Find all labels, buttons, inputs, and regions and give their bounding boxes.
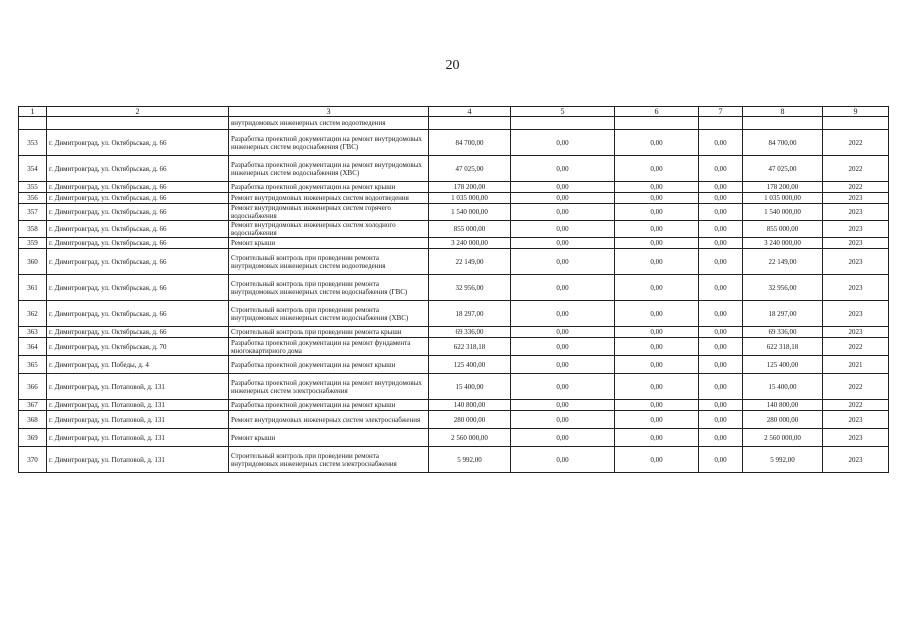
row-number: 367	[19, 400, 47, 411]
address: г. Димитровград, ул. Октябрьская, д. 66	[47, 193, 229, 204]
cost-column-5: 0,00	[511, 130, 615, 156]
planned-year: 2022	[823, 400, 889, 411]
row-number: 366	[19, 374, 47, 400]
row-number: 368	[19, 411, 47, 429]
cost-column-7: 0,00	[699, 327, 743, 338]
table-row	[19, 156, 889, 182]
total-cost: 1 035 000,00	[429, 193, 511, 204]
table-row	[19, 400, 889, 411]
cost-column-8: 22 149,00	[743, 249, 823, 275]
planned-year: 2022	[823, 156, 889, 182]
address: г. Димитровград, ул. Октябрьская, д. 66	[47, 238, 229, 249]
work-description: внутридомовых инженерных систем водоотведения	[229, 117, 429, 130]
cost-column-6: 0,00	[615, 238, 699, 249]
cost-column-6: 0,00	[615, 429, 699, 447]
total-cost: 5 992,00	[429, 447, 511, 473]
work-description: Ремонт внутридомовых инженерных систем холодного водоснабжения	[229, 221, 429, 238]
cost-column-6: 0,00	[615, 301, 699, 327]
cost-column-7: 0,00	[699, 400, 743, 411]
cost-column-5: 0,00	[511, 447, 615, 473]
work-description: Разработка проектной документации на ремонт внутридомовых инженерных систем водоснабжения (ГВС)	[229, 130, 429, 156]
address: г. Димитровград, ул. Октябрьская, д. 66	[47, 182, 229, 193]
row-number: 369	[19, 429, 47, 447]
table-row	[19, 221, 889, 238]
work-description: Строительный контроль при проведении ремонта внутридомовых инженерных систем водоотведения	[229, 249, 429, 275]
planned-year: 2022	[823, 130, 889, 156]
cost-column-5: 0,00	[511, 374, 615, 400]
cost-column-5: 0,00	[511, 400, 615, 411]
table-row	[19, 193, 889, 204]
work-description: Ремонт крыши	[229, 238, 429, 249]
total-cost: 178 200,00	[429, 182, 511, 193]
cost-column-6: 0,00	[615, 447, 699, 473]
total-cost: 15 400,00	[429, 374, 511, 400]
header-row	[19, 107, 889, 117]
cost-column-8: 178 200,00	[743, 182, 823, 193]
cost-column-6: 0,00	[615, 411, 699, 429]
table-row	[19, 429, 889, 447]
cost-column-8: 1 540 000,00	[743, 204, 823, 221]
cost-column-5: 0,00	[511, 238, 615, 249]
cost-column-5: 0,00	[511, 356, 615, 374]
column-header: 9	[823, 107, 889, 117]
cost-column-6: 0,00	[615, 204, 699, 221]
page-number: 20	[445, 58, 460, 73]
planned-year: 2021	[823, 356, 889, 374]
total-cost: 69 336,00	[429, 327, 511, 338]
cost-column-7: 0,00	[699, 429, 743, 447]
cost-column-8: 3 240 000,00	[743, 238, 823, 249]
address: г. Димитровград, ул. Потаповой, д. 131	[47, 374, 229, 400]
address: г. Димитровград, ул. Потаповой, д. 131	[47, 411, 229, 429]
column-header: 4	[429, 107, 511, 117]
table-row	[19, 338, 889, 356]
cost-column-5: 0,00	[511, 301, 615, 327]
column-header: 5	[511, 107, 615, 117]
continuation-row	[19, 117, 889, 130]
cost-column-5: 0,00	[511, 249, 615, 275]
table-row	[19, 249, 889, 275]
cost-column-8: 18 297,00	[743, 301, 823, 327]
cost-column-8: 855 000,00	[743, 221, 823, 238]
cost-column-6: 0,00	[615, 327, 699, 338]
cost-column-8: 15 400,00	[743, 374, 823, 400]
address: г. Димитровград, ул. Октябрьская, д. 66	[47, 221, 229, 238]
planned-year: 2022	[823, 182, 889, 193]
cost-column-5: 0,00	[511, 182, 615, 193]
cost-column-6: 0,00	[615, 221, 699, 238]
cost-column-5: 0,00	[511, 275, 615, 301]
address: г. Димитровград, ул. Потаповой, д. 131	[47, 429, 229, 447]
planned-year: 2023	[823, 249, 889, 275]
table-row	[19, 327, 889, 338]
cost-column-7: 0,00	[699, 374, 743, 400]
column-header: 6	[615, 107, 699, 117]
cost-column-8: 140 800,00	[743, 400, 823, 411]
planned-year: 2023	[823, 327, 889, 338]
work-description: Ремонт крыши	[229, 429, 429, 447]
cost-column-7: 0,00	[699, 411, 743, 429]
cost-column-7: 0,00	[699, 356, 743, 374]
cost-column-7: 0,00	[699, 156, 743, 182]
column-header: 3	[229, 107, 429, 117]
cost-column-6: 0,00	[615, 249, 699, 275]
address: г. Димитровград, ул. Октябрьская, д. 66	[47, 275, 229, 301]
cost-column-6: 0,00	[615, 400, 699, 411]
row-number: 360	[19, 249, 47, 275]
cost-column-8: 622 318,18	[743, 338, 823, 356]
cost-column-8: 5 992,00	[743, 447, 823, 473]
cost-column-7: 0,00	[699, 238, 743, 249]
cost-column-7: 0,00	[699, 193, 743, 204]
table-row	[19, 374, 889, 400]
total-cost: 140 800,00	[429, 400, 511, 411]
work-description: Ремонт внутридомовых инженерных систем электроснабжения	[229, 411, 429, 429]
address: г. Димитровград, ул. Октябрьская, д. 66	[47, 301, 229, 327]
row-number: 355	[19, 182, 47, 193]
cost-column-5: 0,00	[511, 338, 615, 356]
work-description: Строительный контроль при проведении ремонта внутридомовых инженерных систем электроснабжения	[229, 447, 429, 473]
cost-column-8: 84 700,00	[743, 130, 823, 156]
cost-column-5: 0,00	[511, 204, 615, 221]
planned-year: 2022	[823, 374, 889, 400]
table-row	[19, 411, 889, 429]
cost-column-6: 0,00	[615, 156, 699, 182]
planned-year: 2022	[823, 338, 889, 356]
cost-column-8: 1 035 000,00	[743, 193, 823, 204]
cost-column-7: 0,00	[699, 301, 743, 327]
planned-year: 2023	[823, 204, 889, 221]
cost-column-8: 280 000,00	[743, 411, 823, 429]
cost-column-5: 0,00	[511, 221, 615, 238]
column-header: 7	[699, 107, 743, 117]
cost-column-6: 0,00	[615, 374, 699, 400]
planned-year: 2023	[823, 411, 889, 429]
total-cost: 1 540 000,00	[429, 204, 511, 221]
cost-column-7: 0,00	[699, 338, 743, 356]
table-row	[19, 182, 889, 193]
total-cost: 855 000,00	[429, 221, 511, 238]
work-description: Ремонт внутридомовых инженерных систем водоотведения	[229, 193, 429, 204]
table-row	[19, 238, 889, 249]
column-header: 1	[19, 107, 47, 117]
row-number: 370	[19, 447, 47, 473]
work-description: Разработка проектной документации на ремонт крыши	[229, 400, 429, 411]
row-number: 361	[19, 275, 47, 301]
cost-column-5: 0,00	[511, 429, 615, 447]
address: г. Димитровград, ул. Октябрьская, д. 66	[47, 249, 229, 275]
planned-year: 2023	[823, 193, 889, 204]
work-description: Строительный контроль при проведении ремонта крыши	[229, 327, 429, 338]
address: г. Димитровград, ул. Победы, д. 4	[47, 356, 229, 374]
row-number: 363	[19, 327, 47, 338]
row-number: 356	[19, 193, 47, 204]
column-header: 8	[743, 107, 823, 117]
table-row	[19, 130, 889, 156]
cost-column-7: 0,00	[699, 249, 743, 275]
total-cost: 84 700,00	[429, 130, 511, 156]
row-number: 354	[19, 156, 47, 182]
cost-column-6: 0,00	[615, 356, 699, 374]
work-description: Разработка проектной документации на ремонт внутридомовых инженерных систем электроснабжения	[229, 374, 429, 400]
cost-column-5: 0,00	[511, 411, 615, 429]
cost-column-5: 0,00	[511, 193, 615, 204]
work-description: Строительный контроль при проведении ремонта внутридомовых инженерных систем водоснабжения (ХВС)	[229, 301, 429, 327]
table-row	[19, 356, 889, 374]
planned-year: 2023	[823, 301, 889, 327]
total-cost: 3 240 000,00	[429, 238, 511, 249]
planned-year: 2023	[823, 275, 889, 301]
planned-year: 2023	[823, 238, 889, 249]
cost-column-7: 0,00	[699, 447, 743, 473]
row-number: 357	[19, 204, 47, 221]
cost-column-6: 0,00	[615, 338, 699, 356]
work-description: Разработка проектной документации на ремонт внутридомовых инженерных систем водоснабжения (ХВС)	[229, 156, 429, 182]
total-cost: 280 000,00	[429, 411, 511, 429]
cost-column-5: 0,00	[511, 327, 615, 338]
cost-column-6: 0,00	[615, 130, 699, 156]
total-cost: 18 297,00	[429, 301, 511, 327]
total-cost: 22 149,00	[429, 249, 511, 275]
total-cost: 622 318,18	[429, 338, 511, 356]
total-cost: 32 956,00	[429, 275, 511, 301]
row-number: 362	[19, 301, 47, 327]
cost-column-8: 2 560 000,00	[743, 429, 823, 447]
planned-year: 2023	[823, 429, 889, 447]
total-cost: 2 560 000,00	[429, 429, 511, 447]
table-row	[19, 301, 889, 327]
cost-column-8: 125 400,00	[743, 356, 823, 374]
address: г. Димитровград, ул. Октябрьская, д. 66	[47, 156, 229, 182]
address: г. Димитровград, ул. Октябрьская, д. 66	[47, 130, 229, 156]
address: г. Димитровград, ул. Октябрьская, д. 66	[47, 327, 229, 338]
cost-column-6: 0,00	[615, 275, 699, 301]
cost-column-5: 0,00	[511, 156, 615, 182]
cost-column-8: 32 956,00	[743, 275, 823, 301]
total-cost: 47 025,00	[429, 156, 511, 182]
work-description: Ремонт внутридомовых инженерных систем горячего водоснабжения	[229, 204, 429, 221]
table-row	[19, 447, 889, 473]
address: г. Димитровград, ул. Потаповой, д. 131	[47, 400, 229, 411]
work-description: Разработка проектной документации на ремонт крыши	[229, 356, 429, 374]
cost-column-7: 0,00	[699, 182, 743, 193]
address: г. Димитровград, ул. Потаповой, д. 131	[47, 447, 229, 473]
planned-year: 2023	[823, 221, 889, 238]
repair-register-table	[18, 106, 889, 473]
cost-column-8: 69 336,00	[743, 327, 823, 338]
work-description: Разработка проектной документации на ремонт фундамента многоквартирного дома	[229, 338, 429, 356]
total-cost: 125 400,00	[429, 356, 511, 374]
cost-column-6: 0,00	[615, 193, 699, 204]
work-description: Разработка проектной документации на ремонт крыши	[229, 182, 429, 193]
planned-year: 2023	[823, 447, 889, 473]
cost-column-7: 0,00	[699, 130, 743, 156]
table-row	[19, 204, 889, 221]
row-number: 358	[19, 221, 47, 238]
cost-column-8: 47 025,00	[743, 156, 823, 182]
cost-column-7: 0,00	[699, 221, 743, 238]
cost-column-7: 0,00	[699, 204, 743, 221]
column-header: 2	[47, 107, 229, 117]
row-number: 359	[19, 238, 47, 249]
cost-column-7: 0,00	[699, 275, 743, 301]
table-row	[19, 275, 889, 301]
cost-column-6: 0,00	[615, 182, 699, 193]
row-number: 353	[19, 130, 47, 156]
address: г. Димитровград, ул. Октябрьская, д. 66	[47, 204, 229, 221]
work-description: Строительный контроль при проведении ремонта внутридомовых инженерных систем водоснабжения (ГВС)	[229, 275, 429, 301]
address: г. Димитровград, ул. Октябрьская, д. 70	[47, 338, 229, 356]
row-number: 364	[19, 338, 47, 356]
row-number: 365	[19, 356, 47, 374]
